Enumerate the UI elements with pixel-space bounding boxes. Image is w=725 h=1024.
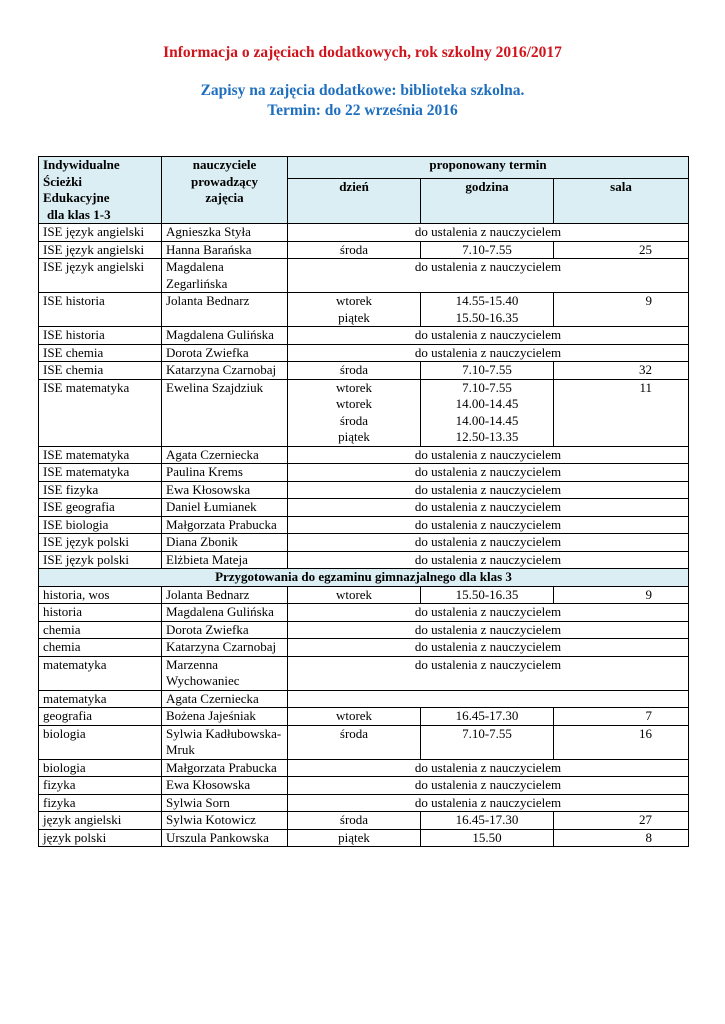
teacher-cell: Magdalena Zegarlińska (162, 259, 288, 293)
to-be-arranged-cell: do ustalenia z nauczycielem (288, 604, 689, 622)
teacher-cell: Urszula Pankowska (162, 829, 288, 847)
schedule-table (38, 156, 689, 847)
hour-cell: 16.45-17.30 (421, 812, 554, 830)
subject-cell: ISE fizyka (39, 481, 162, 499)
day-cell: wtorek wtorek środa piątek (288, 379, 421, 446)
subject-cell: ISE historia (39, 327, 162, 345)
section2 (39, 569, 689, 587)
table-row (39, 446, 689, 464)
table-row (39, 379, 689, 446)
room-cell: 27 (554, 812, 689, 830)
teacher-cell: Agata Czerniecka (162, 690, 288, 708)
header-proposed-term: proponowany termin (288, 157, 689, 179)
day-cell: środa (288, 241, 421, 259)
to-be-arranged-cell: do ustalenia z nauczycielem (288, 759, 689, 777)
table-row (39, 621, 689, 639)
subject-cell: ISE język polski (39, 534, 162, 552)
teacher-cell: Sylwia Kadłubowska-Mruk (162, 725, 288, 759)
to-be-arranged-cell: do ustalenia z nauczycielem (288, 639, 689, 657)
header-day: dzień (288, 179, 421, 224)
subject-cell: ISE język angielski (39, 259, 162, 293)
teacher-cell: Bożena Jajeśniak (162, 708, 288, 726)
subject-cell: ISE chemia (39, 344, 162, 362)
room-cell: 9 (554, 586, 689, 604)
teacher-cell: Magdalena Gulińska (162, 327, 288, 345)
room-cell: 25 (554, 241, 689, 259)
header-hour: godzina (421, 179, 554, 224)
subject-cell: geografia (39, 708, 162, 726)
subject-cell: historia, wos (39, 586, 162, 604)
table-row (39, 224, 689, 242)
table-row (39, 812, 689, 830)
teacher-cell: Dorota Zwiefka (162, 344, 288, 362)
to-be-arranged-cell: do ustalenia z nauczycielem (288, 516, 689, 534)
subject-cell: język polski (39, 829, 162, 847)
table-row (39, 464, 689, 482)
to-be-arranged-cell: do ustalenia z nauczycielem (288, 794, 689, 812)
subject-cell: biologia (39, 759, 162, 777)
table-row (39, 293, 689, 327)
teacher-cell: Jolanta Bednarz (162, 293, 288, 327)
to-be-arranged-cell: do ustalenia z nauczycielem (288, 481, 689, 499)
section2-title: Przygotowania do egzaminu gimnazjalnego dla klas 3 (39, 569, 689, 587)
teacher-cell: Ewelina Szajdziuk (162, 379, 288, 446)
header-room: sala (554, 179, 689, 224)
teacher-cell: Małgorzata Prabucka (162, 516, 288, 534)
table-row (39, 708, 689, 726)
to-be-arranged-cell: do ustalenia z nauczycielem (288, 551, 689, 569)
teacher-cell: Sylwia Kotowicz (162, 812, 288, 830)
subject-cell: matematyka (39, 690, 162, 708)
teacher-cell: Katarzyna Czarnobaj (162, 639, 288, 657)
to-be-arranged-cell: do ustalenia z nauczycielem (288, 259, 689, 293)
teacher-cell: Paulina Krems (162, 464, 288, 482)
room-cell: 16 (554, 725, 689, 759)
subject-cell: ISE matematyka (39, 446, 162, 464)
table-row (39, 759, 689, 777)
table-row (39, 604, 689, 622)
day-cell: piątek (288, 829, 421, 847)
to-be-arranged-cell: do ustalenia z nauczycielem (288, 499, 689, 517)
table-row (39, 586, 689, 604)
enrollment-deadline: Termin: do 22 września 2016 (267, 102, 458, 119)
subject-cell: fizyka (39, 777, 162, 795)
table-row (39, 656, 689, 690)
subject-cell: ISE matematyka (39, 464, 162, 482)
to-be-arranged-cell: do ustalenia z nauczycielem (288, 464, 689, 482)
teacher-cell: Agnieszka Styła (162, 224, 288, 242)
table-row (39, 794, 689, 812)
table-row (39, 551, 689, 569)
subject-cell: ISE język polski (39, 551, 162, 569)
subject-cell: ISE język angielski (39, 241, 162, 259)
to-be-arranged-cell: do ustalenia z nauczycielem (288, 327, 689, 345)
subject-cell: chemia (39, 639, 162, 657)
table-row (39, 690, 689, 708)
table-row (39, 777, 689, 795)
to-be-arranged-cell: do ustalenia z nauczycielem (288, 621, 689, 639)
subject-cell: ISE matematyka (39, 379, 162, 446)
enrollment-info: Zapisy na zajęcia dodatkowe: biblioteka szkolna. (200, 82, 525, 99)
hour-cell: 15.50-16.35 (421, 586, 554, 604)
day-cell: wtorek piątek (288, 293, 421, 327)
teacher-cell: Małgorzata Prabucka (162, 759, 288, 777)
table-row (39, 829, 689, 847)
teacher-cell: Daniel Łumianek (162, 499, 288, 517)
ise-rows (39, 224, 689, 569)
teacher-cell: Marzenna Wychowaniec (162, 656, 288, 690)
hour-cell: 7.10-7.55 (421, 362, 554, 380)
subject-cell: fizyka (39, 794, 162, 812)
header-teachers: nauczyciele prowadzący zajęcia (162, 157, 288, 224)
table-row (39, 327, 689, 345)
teacher-cell: Elżbieta Mateja (162, 551, 288, 569)
to-be-arranged-cell: do ustalenia z nauczycielem (288, 656, 689, 690)
table-row (39, 499, 689, 517)
hour-cell: 15.50 (421, 829, 554, 847)
table-row (39, 725, 689, 759)
subject-cell: historia (39, 604, 162, 622)
table-row (39, 534, 689, 552)
hour-cell: 16.45-17.30 (421, 708, 554, 726)
subject-cell: ISE chemia (39, 362, 162, 380)
subject-cell: ISE język angielski (39, 224, 162, 242)
teacher-cell: Hanna Barańska (162, 241, 288, 259)
teacher-cell: Sylwia Sorn (162, 794, 288, 812)
room-cell: 8 (554, 829, 689, 847)
hour-cell: 14.55-15.40 15.50-16.35 (421, 293, 554, 327)
subject-cell: biologia (39, 725, 162, 759)
subject-cell: matematyka (39, 656, 162, 690)
table-row (39, 481, 689, 499)
subject-cell: ISE geografia (39, 499, 162, 517)
day-cell: wtorek (288, 586, 421, 604)
teacher-cell: Ewa Kłosowska (162, 777, 288, 795)
teacher-cell: Agata Czerniecka (162, 446, 288, 464)
table-row (39, 516, 689, 534)
to-be-arranged-cell (288, 690, 689, 708)
teacher-cell: Ewa Kłosowska (162, 481, 288, 499)
hour-cell: 7.10-7.55 (421, 241, 554, 259)
room-cell: 11 (554, 379, 689, 446)
room-cell: 9 (554, 293, 689, 327)
subject-cell: ISE historia (39, 293, 162, 327)
exam-prep-rows (39, 586, 689, 847)
day-cell: środa (288, 725, 421, 759)
subject-cell: ISE biologia (39, 516, 162, 534)
to-be-arranged-cell: do ustalenia z nauczycielem (288, 777, 689, 795)
day-cell: wtorek (288, 708, 421, 726)
hour-cell: 7.10-7.55 14.00-14.45 14.00-14.45 12.50-13.35 (421, 379, 554, 446)
to-be-arranged-cell: do ustalenia z nauczycielem (288, 446, 689, 464)
to-be-arranged-cell: do ustalenia z nauczycielem (288, 224, 689, 242)
room-cell: 32 (554, 362, 689, 380)
table-row (39, 241, 689, 259)
teacher-cell: Katarzyna Czarnobaj (162, 362, 288, 380)
document-title: Informacja o zajęciach dodatkowych, rok szkolny 2016/2017 (163, 44, 562, 61)
to-be-arranged-cell: do ustalenia z nauczycielem (288, 534, 689, 552)
teacher-cell: Magdalena Gulińska (162, 604, 288, 622)
teacher-cell: Dorota Zwiefka (162, 621, 288, 639)
header-ise: Indywidualne Ścieżki Edukacyjne dla klas 1-3 (39, 157, 162, 224)
subject-cell: język angielski (39, 812, 162, 830)
table-row (39, 259, 689, 293)
table-row (39, 639, 689, 657)
day-cell: środa (288, 812, 421, 830)
teacher-cell: Diana Zbonik (162, 534, 288, 552)
table-row (39, 362, 689, 380)
room-cell: 7 (554, 708, 689, 726)
subject-cell: chemia (39, 621, 162, 639)
table-row (39, 344, 689, 362)
teacher-cell: Jolanta Bednarz (162, 586, 288, 604)
to-be-arranged-cell: do ustalenia z nauczycielem (288, 344, 689, 362)
hour-cell: 7.10-7.55 (421, 725, 554, 759)
day-cell: środa (288, 362, 421, 380)
